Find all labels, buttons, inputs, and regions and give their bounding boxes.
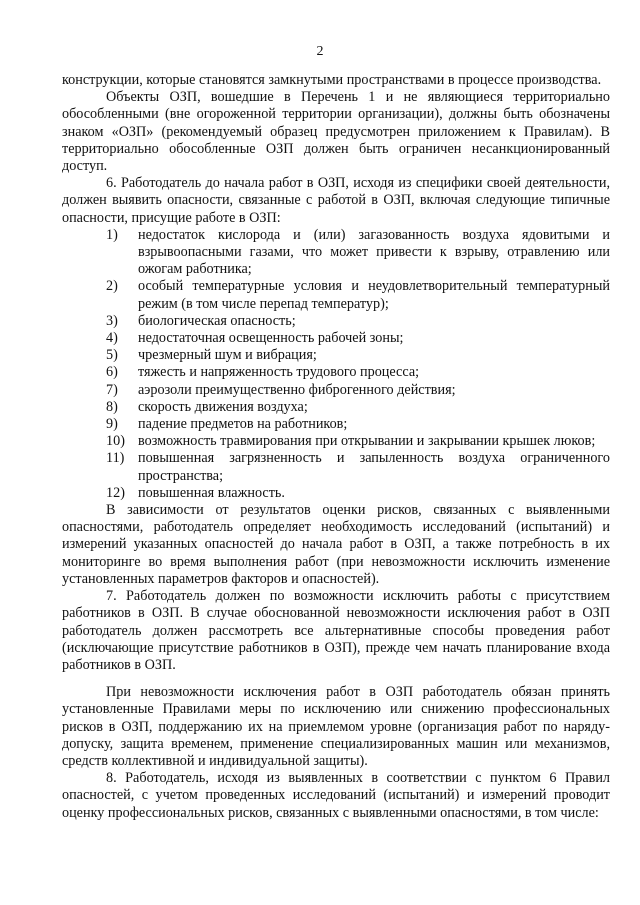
list-item xyxy=(62,313,610,330)
list-item-number: 7) xyxy=(106,381,118,398)
list-item-text: особый температурные условия и неудовлетворительный температурный режим (в том числе перепад температур); xyxy=(138,278,610,312)
document-body xyxy=(62,72,610,822)
paragraph-clause-6: 6. Работодатель до начала работ в ОЗП, исходя из специфики своей деятельности, должен выявить опасности, связанные с работой в ОЗП, включая следующие типичные опасности, присущие работе в ОЗП: xyxy=(62,175,610,226)
list-item-number: 6) xyxy=(106,364,118,381)
list-item-number: 3) xyxy=(106,312,118,329)
list-item xyxy=(62,278,610,312)
list-item xyxy=(62,330,610,347)
list-item-number: 2) xyxy=(106,278,118,295)
list-item-number: 11) xyxy=(106,450,125,467)
list-item-text: падение предметов на работников; xyxy=(138,416,348,433)
list-item-number: 10) xyxy=(106,433,125,450)
list-item xyxy=(62,485,610,502)
list-item xyxy=(62,433,610,450)
list-item xyxy=(62,399,610,416)
paragraph-clause-8: 8. Работодатель, исходя из выявленных в соответствии с пунктом 6 Правил опасностей, с учетом проведенных исследований (испытаний) и измерений проводит оценку профессиональных рисков, связанных с выявленными опасностями, в том числе: xyxy=(62,770,610,821)
page-number: 2 xyxy=(316,44,324,59)
list-item-number: 12) xyxy=(106,484,125,501)
list-item-number: 4) xyxy=(106,330,118,347)
list-item-text: возможность травмирования при открывании и закрывании крышек люков; xyxy=(138,433,596,450)
list-item xyxy=(62,382,610,399)
paragraph-clause-7: 7. Работодатель должен по возможности исключить работы с присутствием работников в ОЗП. В случае обоснованной невозможности исключения работ в ОЗП работодатель должен рассмотреть все альтернативные способы проведения работ (исключающие присутствие работников в ОЗП), прежде чем начать планирование входа работников в ОЗП. xyxy=(62,588,610,673)
list-item-number: 5) xyxy=(106,347,118,364)
list-item-number: 9) xyxy=(106,416,118,433)
paragraph-1: конструкции, которые становятся замкнутыми пространствами в процессе производства. xyxy=(62,72,602,88)
list-item xyxy=(62,450,610,484)
list-item-text: чрезмерный шум и вибрация; xyxy=(138,347,317,364)
list-item-text: повышенная загрязненность и запыленность воздуха ограниченного пространства; xyxy=(138,450,610,484)
list-item-text: недостаток кислорода и (или) загазованность воздуха ядовитыми и взрывоопасными газами, что может привести к взрыву, отравлению или ожогам работника; xyxy=(138,226,610,278)
list-item xyxy=(62,364,610,381)
list-item-number: 8) xyxy=(106,398,118,415)
list-item-number: 1) xyxy=(106,226,118,243)
list-item-text: тяжесть и напряженность трудового процесса; xyxy=(138,364,420,381)
list-item-text: аэрозоли преимущественно фиброгенного действия; xyxy=(138,381,456,398)
paragraph-measures: При невозможности исключения работ в ОЗП работодатель обязан принять установленные Правилами меры по исключению или снижению профессиональных рисков в ОЗП, поддержанию их на приемлемом уровне (организация работ по наряду-допуску, защита временем, применение специализированных машин или механизмов, средств коллективной и индивидуальной защиты). xyxy=(62,684,610,769)
paragraph-2: Объекты ОЗП, вошедшие в Перечень 1 и не являющиеся территориально обособленными (вне огороженной территории организации), должны быть обозначены знаком «ОЗП» (рекомендуемый образец предусмотрен приложением к Правилам). В территориально обособленные ОЗП должен быть ограничен несанкционированный доступ. xyxy=(62,89,610,175)
list-item xyxy=(62,416,610,433)
list-item-text: скорость движения воздуха; xyxy=(138,398,308,415)
list-item xyxy=(62,227,610,279)
list-item xyxy=(62,347,610,364)
list-item-text: повышенная влажность. xyxy=(138,484,285,501)
hazard-list xyxy=(62,227,610,502)
list-item-text: биологическая опасность; xyxy=(138,312,296,329)
list-item-text: недостаточная освещенность рабочей зоны; xyxy=(138,330,404,347)
paragraph-risk-assessment: В зависимости от результатов оценки рисков, связанных с выявленными опасностями, работодатель определяет необходимость исследований (испытаний) и измерений указанных опасностей до начала работ в ОЗП, а также потребность в их мониторинге во время выполнения работ (при невозможности исключить изменение установленных параметров факторов и опасностей). xyxy=(62,502,610,587)
